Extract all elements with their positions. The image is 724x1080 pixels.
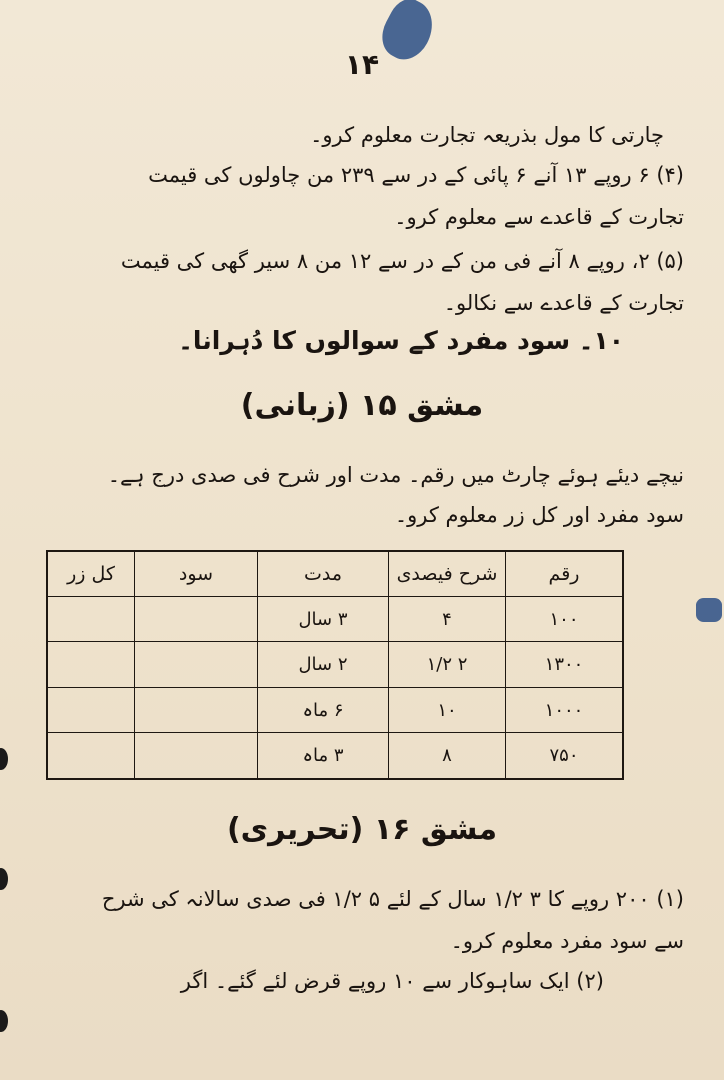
cell-amount: ۷۵۰ (506, 733, 624, 779)
header-total: کل زر (47, 551, 135, 597)
cell-total (47, 733, 135, 779)
text-line: (۲) ایک ساہوکار سے ۱۰ روپے قرض لئے گئے۔ اگر (180, 969, 604, 993)
data-table (46, 550, 624, 780)
text-line: (۵) ۲، روپے ۸ آنے فی من کے در سے ۱۲ من ۸ سیر گھی کی قیمت (120, 249, 684, 273)
cell-interest (135, 642, 258, 687)
text-line: تجارت کے قاعدے سے نکالو۔ (443, 291, 684, 315)
header-interest: سود (135, 551, 258, 597)
cell-total (47, 597, 135, 642)
header-amount: رقم (506, 551, 624, 597)
binding-hole (0, 1010, 8, 1032)
cell-interest (135, 597, 258, 642)
cell-interest (135, 733, 258, 779)
cell-period: ۳ سال (258, 597, 389, 642)
ink-stain (696, 598, 722, 622)
cell-total (47, 687, 135, 732)
text-line: تجارت کے قاعدے سے معلوم کرو۔ (394, 205, 684, 229)
text-line: چارتی کا مول بذریعہ تجارت معلوم کرو۔ (310, 123, 664, 147)
cell-total (47, 642, 135, 687)
table-header-row (47, 551, 623, 597)
text-line: (۴) ۶ روپے ۱۳ آنے ۶ پائی کے در سے ۲۳۹ من چاولوں کی قیمت (148, 163, 684, 187)
cell-period: ۲ سال (258, 642, 389, 687)
table-row (47, 642, 623, 687)
cell-rate: ۸ (389, 733, 506, 779)
cell-interest (135, 687, 258, 732)
header-rate: شرح فیصدی (389, 551, 506, 597)
binding-hole (0, 868, 8, 890)
page-number: ۱۴ (344, 48, 380, 81)
cell-period: ۳ ماہ (258, 733, 389, 779)
cell-amount: ۱۳۰۰ (506, 642, 624, 687)
text-line: سے سود مفرد معلوم کرو۔ (450, 929, 684, 953)
cell-amount: ۱۰۰۰ (506, 687, 624, 732)
cell-rate: ۲ ۱/۲ (389, 642, 506, 687)
cell-rate: ۱۰ (389, 687, 506, 732)
table-row (47, 733, 623, 779)
cell-rate: ۴ (389, 597, 506, 642)
header-period: مدت (258, 551, 389, 597)
instruction-line: نیچے دیئے ہوئے چارٹ میں رقم۔ مدت اور شرح فی صدی درج ہے۔ (107, 463, 684, 487)
exercise-16-title: مشق ۱۶ (تحریری) (226, 812, 498, 847)
binding-hole (0, 748, 8, 770)
exercise-15-title: مشق ۱۵ (زبانی) (240, 388, 484, 423)
cell-amount: ۱۰۰ (506, 597, 624, 642)
text-line: (۱) ۲۰۰ روپے کا ۳ ۱/۲ سال کے لئے ۵ ۱/۲ فی صدی سالانہ کی شرح (101, 887, 684, 911)
table-row (47, 687, 623, 732)
table-row (47, 597, 623, 642)
instruction-line: سود مفرد اور کل زر معلوم کرو۔ (394, 503, 684, 527)
cell-period: ۶ ماہ (258, 687, 389, 732)
section-heading: ۱۰۔ سود مفرد کے سوالوں کا دُہرانا۔ (178, 326, 624, 355)
